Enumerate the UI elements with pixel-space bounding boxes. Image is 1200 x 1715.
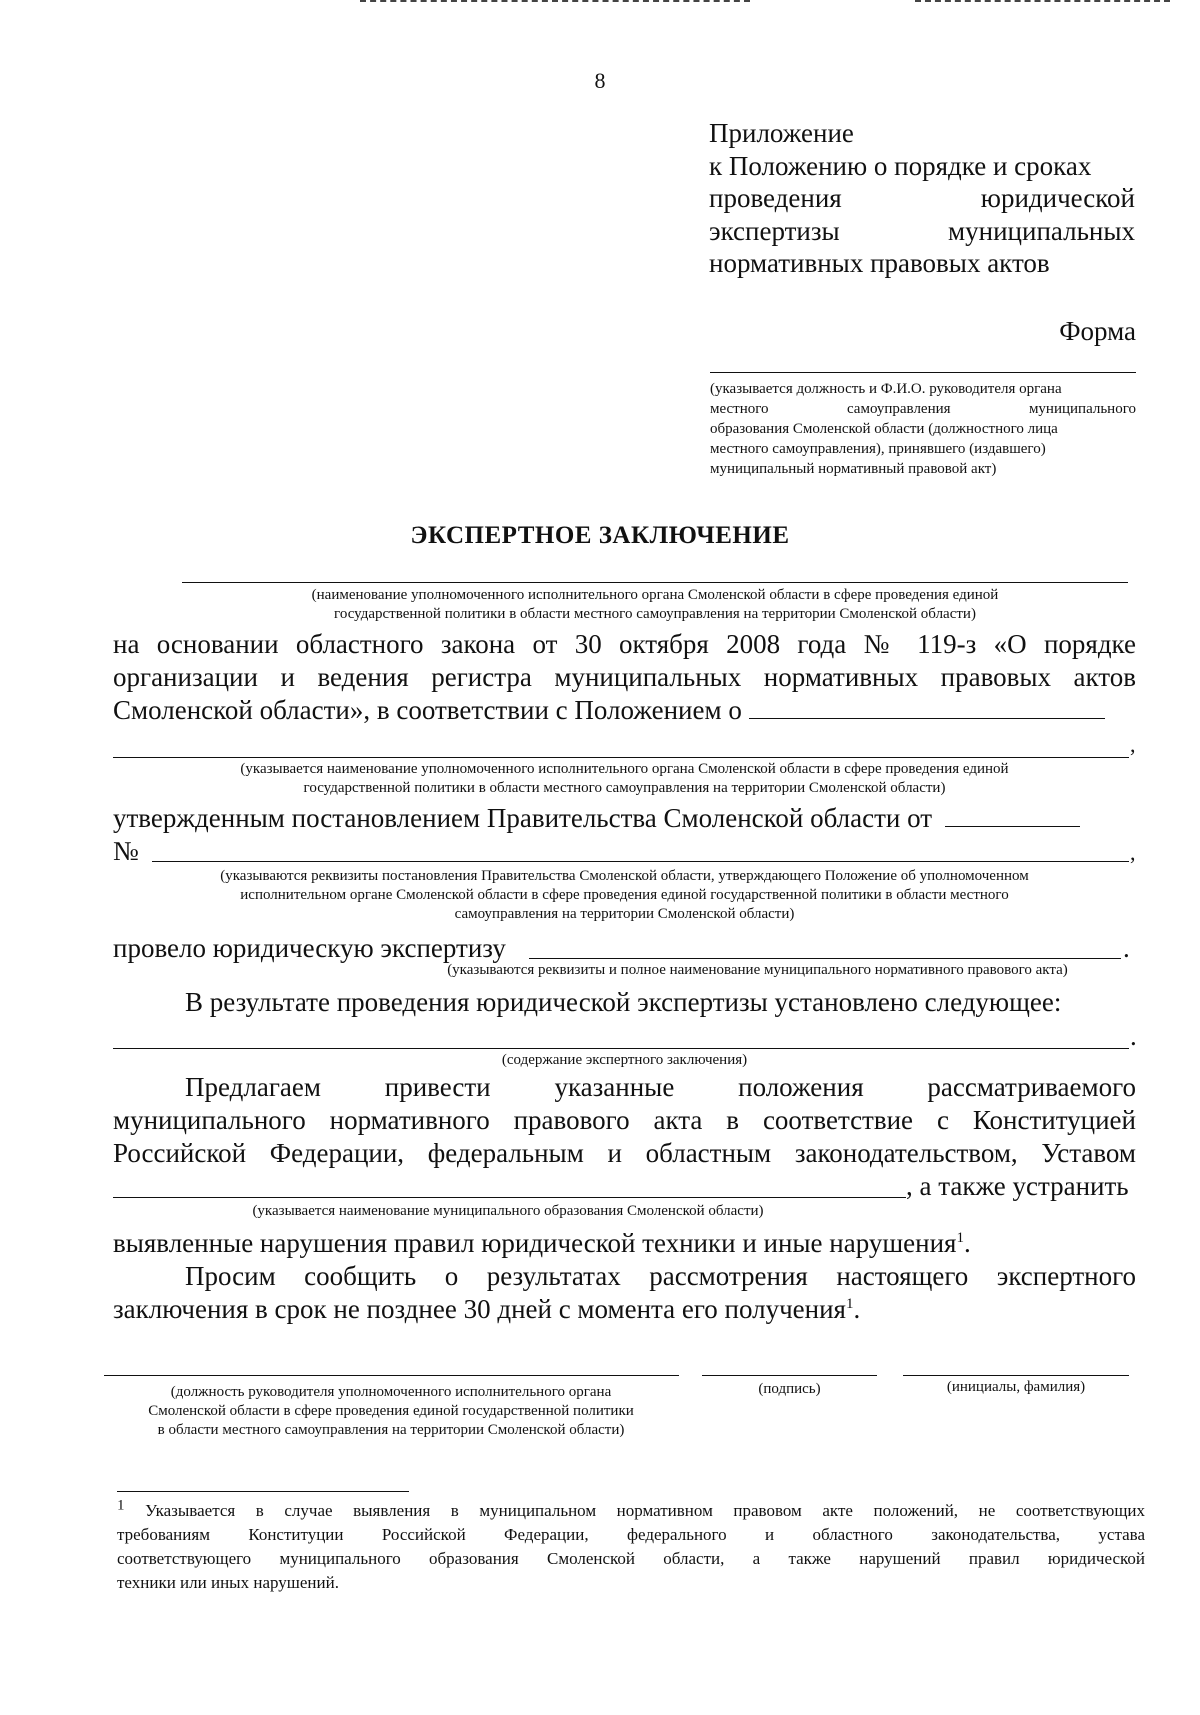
appendix-line-4: экспертизы муниципальных	[709, 215, 1135, 246]
regulation-name-field-line-2[interactable]	[113, 757, 1129, 758]
appendix-line-1: Приложение	[709, 118, 854, 148]
footnote-line-2: требованиям Конституции Российской Федерации, федерального и областного законодательства, устава	[117, 1525, 1145, 1544]
para2-line-4: , а также устранить	[906, 1171, 1129, 1201]
organ-note-2-line-2: государственной политики в области местного самоуправления на территории Смоленской области)	[303, 780, 946, 796]
scan-artifact-top-left	[360, 0, 750, 5]
para1-line-3-text: Смоленской области», в соответствии с Положением о	[113, 695, 742, 725]
para2-line-5-text: выявленные нарушения правил юридической техники и иные нарушения	[113, 1228, 957, 1258]
addressee-note-line-5: муниципальный нормативный правовой акт)	[710, 461, 997, 477]
organ-note-2-line-1: (указывается наименование уполномоченного исполнительного органа Смоленской области в сфере проведения единой	[240, 761, 1009, 777]
position-note-line-3: в области местного самоуправления на территории Смоленской области)	[157, 1422, 625, 1438]
decree-note-line-2: исполнительном органе Смоленской области в сфере проведения единой государственной политики в области местного	[240, 887, 1009, 903]
approved-line-text: утвержденным постановлением Правительства Смоленской области от	[113, 803, 933, 833]
position-field[interactable]	[104, 1375, 679, 1376]
municipal-act-field[interactable]	[529, 958, 1121, 959]
content-note: (содержание экспертного заключения)	[501, 1052, 748, 1068]
para3-line-2-end: .	[853, 1294, 861, 1324]
footnote-line-3: соответствующего муниципального образования Смоленской области, а также нарушений правил юридической	[117, 1549, 1145, 1568]
addressee-note-line-2: местного самоуправления муниципального	[710, 401, 1136, 417]
footnote-ref: 1	[956, 1230, 964, 1246]
appendix-line-2: к Положению о порядке и сроках	[709, 150, 1092, 181]
para2-line-5	[113, 1227, 971, 1260]
document-title: ЭКСПЕРТНОЕ ЗАКЛЮЧЕНИЕ	[410, 522, 790, 549]
para2-line-1: Предлагаем привести указанные положения рассматриваемого	[185, 1072, 1136, 1102]
appendix-header	[709, 117, 1135, 280]
footnote-ref-2: 1	[845, 1296, 854, 1312]
municipality-field[interactable]	[113, 1197, 906, 1198]
para1-line-3	[113, 694, 1136, 727]
result-line: В результате проведения юридической экспертизы установлено следующее:	[185, 987, 1062, 1017]
addressee-note-line-3: образования Смоленской области (должностного лица	[710, 421, 1058, 437]
para1-line-1: на основании областного закона от 30 октября 2008 года № 119-з «О порядке	[113, 629, 1136, 659]
addressee-note	[710, 379, 1136, 479]
approved-line	[113, 802, 1143, 835]
appendix-line-3: проведения юридической	[709, 183, 1135, 213]
footnote-line-1	[117, 1499, 1145, 1523]
conducted-line: провело юридическую экспертизу	[113, 933, 506, 963]
municipality-note: (указывается наименование муниципального образования Смоленской области)	[252, 1203, 764, 1219]
addressee-field-line[interactable]	[710, 372, 1136, 373]
signature-field[interactable]	[702, 1375, 877, 1376]
act-note: (указываются реквизиты и полное наименование муниципального нормативного правового акта)	[447, 962, 1068, 978]
organ-note-line-1: (наименование уполномоченного исполнительного органа Смоленской области в сфере проведения единой	[311, 587, 999, 603]
para2-line-3: Российской Федерации, федеральным и областным законодательством, Уставом	[113, 1138, 1136, 1168]
regulation-comma: ,	[1130, 732, 1136, 757]
appendix-line-5: нормативных правовых актов	[709, 248, 1050, 278]
para1-line-2: организации и ведения регистра муниципальных нормативных правовых актов	[113, 662, 1136, 692]
organ-note	[182, 586, 1128, 624]
decree-number-field[interactable]	[152, 861, 1129, 862]
para2-line-2: муниципального нормативного правового акта в соответствие с Конституцией	[113, 1105, 1136, 1135]
para3-line-2	[113, 1293, 860, 1326]
organ-note-line-2: государственной политики в области местного самоуправления на территории Смоленской области)	[334, 606, 976, 622]
addressee-note-line-1: (указывается должность и Ф.И.О. руководителя органа	[710, 381, 1062, 397]
footnote	[117, 1499, 1145, 1595]
footnote-mark: 1	[117, 1497, 125, 1514]
number-sign: №	[113, 836, 139, 866]
decree-date-field[interactable]	[945, 804, 1080, 827]
conclusion-content-field[interactable]	[113, 1048, 1129, 1049]
decree-note	[113, 867, 1136, 924]
para3-line-2-text: заключения в срок не позднее 30 дней с момента его получения	[113, 1294, 846, 1324]
name-note: (инициалы, фамилия)	[946, 1379, 1086, 1395]
organ-note-2	[113, 760, 1136, 798]
decree-comma: ,	[1130, 840, 1136, 865]
content-period: .	[1130, 1021, 1137, 1051]
conducted-period: .	[1123, 933, 1130, 963]
addressee-note-line-4: местного самоуправления), принявшего (издавшего)	[710, 441, 1046, 457]
footnote-line-1-text: Указывается в случае выявления в муниципальном нормативном правовом акте положений, не соответствующих	[145, 1501, 1146, 1520]
regulation-name-field[interactable]	[749, 696, 1105, 719]
footnote-line-4: техники или иных нарушений.	[117, 1573, 339, 1592]
organ-name-field-line[interactable]	[182, 582, 1128, 583]
page-number: 8	[594, 68, 606, 93]
footnote-separator	[117, 1491, 409, 1492]
form-label: Форма	[1059, 316, 1136, 346]
position-note-line-1: (должность руководителя уполномоченного исполнительного органа	[170, 1384, 612, 1400]
scan-artifact-top-right	[915, 0, 1170, 5]
position-note-line-2: Смоленской области в сфере проведения единой государственной политики	[148, 1403, 634, 1419]
position-note	[96, 1383, 686, 1440]
name-field[interactable]	[903, 1375, 1129, 1376]
decree-note-line-1: (указываются реквизиты постановления Правительства Смоленской области, утверждающего Положение об уполномоченном	[220, 868, 1029, 884]
para2-line-5-end: .	[963, 1228, 971, 1258]
signature-note: (подпись)	[758, 1381, 821, 1397]
decree-note-line-3: самоуправления на территории Смоленской области)	[454, 906, 795, 922]
para3-line-1: Просим сообщить о результатах рассмотрения настоящего экспертного	[185, 1261, 1136, 1291]
